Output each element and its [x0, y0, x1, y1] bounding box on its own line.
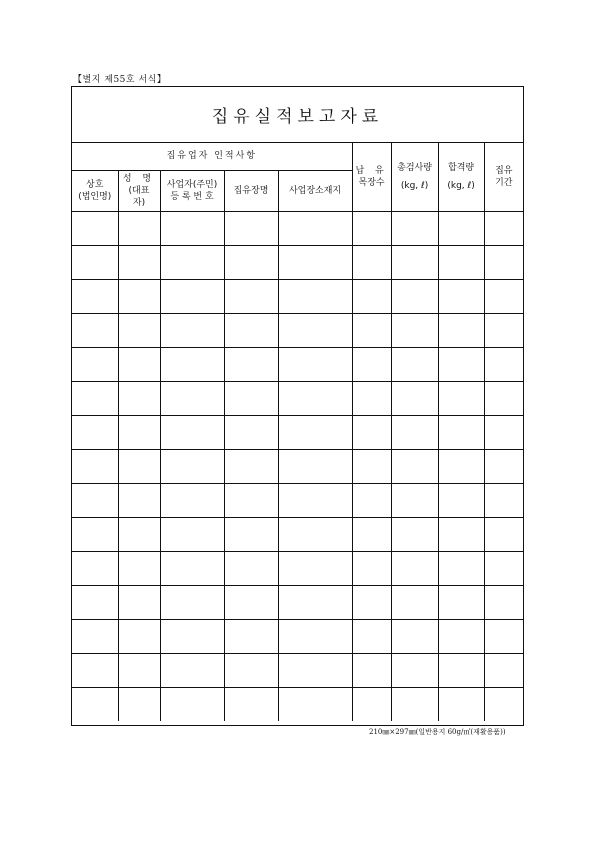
header-passed-volume: [438, 142, 484, 212]
entry-cell[interactable]: [484, 586, 523, 620]
entry-cell[interactable]: [438, 654, 484, 688]
entry-cell[interactable]: [484, 688, 523, 722]
entry-cell[interactable]: [278, 620, 352, 654]
entry-cell[interactable]: [118, 280, 160, 314]
entry-cell[interactable]: [160, 654, 224, 688]
table-row: [72, 348, 523, 382]
entry-cell[interactable]: [278, 450, 352, 484]
entry-cell[interactable]: [391, 348, 438, 382]
entry-cell[interactable]: [484, 212, 523, 246]
entry-cell[interactable]: [224, 654, 278, 688]
entry-cell[interactable]: [72, 382, 118, 416]
entry-cell[interactable]: [438, 212, 484, 246]
entry-cell[interactable]: [118, 654, 160, 688]
entry-cell[interactable]: [160, 620, 224, 654]
header-period-line2: 기간: [495, 177, 513, 188]
entry-cell[interactable]: [352, 382, 391, 416]
entry-cell[interactable]: [484, 552, 523, 586]
header-passed-volume-line1: 합격량: [448, 162, 475, 173]
header-gross-volume-unit: (kg, ℓ): [400, 180, 429, 191]
header-period: [484, 142, 523, 212]
entry-cell[interactable]: [278, 484, 352, 518]
entry-cell[interactable]: [72, 348, 118, 382]
entry-cell[interactable]: [72, 552, 118, 586]
form-title: 집유실적보고자료: [72, 87, 523, 143]
entry-cell[interactable]: [278, 654, 352, 688]
entry-cell[interactable]: [160, 450, 224, 484]
entry-cell[interactable]: [224, 280, 278, 314]
entry-cell[interactable]: [352, 450, 391, 484]
entry-cell[interactable]: [72, 280, 118, 314]
entry-cell[interactable]: [352, 416, 391, 450]
entry-cell[interactable]: [484, 620, 523, 654]
header-rep-name: [118, 171, 160, 212]
entry-cell[interactable]: [160, 382, 224, 416]
entry-cell[interactable]: [484, 654, 523, 688]
header-trade-name-line2: (법인명): [78, 192, 112, 202]
entry-cell[interactable]: [391, 688, 438, 722]
entry-cell[interactable]: [484, 314, 523, 348]
entry-cell[interactable]: [160, 416, 224, 450]
entry-cell[interactable]: [391, 654, 438, 688]
entry-cell[interactable]: [438, 314, 484, 348]
entry-cell[interactable]: [224, 586, 278, 620]
entry-cell[interactable]: [391, 552, 438, 586]
table-row: [72, 586, 523, 620]
entry-cell[interactable]: [391, 246, 438, 280]
entry-cell[interactable]: [224, 212, 278, 246]
table-row: [72, 450, 523, 484]
entry-cell[interactable]: [438, 518, 484, 552]
table-row: [72, 552, 523, 586]
entry-cell[interactable]: [118, 484, 160, 518]
entry-cell[interactable]: [72, 688, 118, 722]
header-gross-volume-line1: 총검사량: [397, 162, 432, 173]
header-biz-reg: [160, 171, 224, 212]
entry-cell[interactable]: [352, 212, 391, 246]
entry-cell[interactable]: [72, 586, 118, 620]
entry-cell[interactable]: [72, 518, 118, 552]
entry-cell[interactable]: [160, 348, 224, 382]
entry-cell[interactable]: [118, 246, 160, 280]
entry-cell[interactable]: [224, 314, 278, 348]
entry-cell[interactable]: [118, 212, 160, 246]
header-trade-name: [72, 171, 118, 212]
entry-cell[interactable]: [118, 314, 160, 348]
paper-size-note: 210㎜×297㎜(일반용지 60g/㎡(재활용품)): [369, 728, 506, 736]
entry-cell[interactable]: [160, 484, 224, 518]
entry-cell[interactable]: [352, 348, 391, 382]
entry-cell[interactable]: [484, 280, 523, 314]
entry-cell[interactable]: [352, 552, 391, 586]
header-dairy-count: [352, 142, 391, 212]
entry-cell[interactable]: [391, 280, 438, 314]
table-row: [72, 382, 523, 416]
header-period-line1: 집유: [495, 165, 513, 176]
entry-cell[interactable]: [160, 246, 224, 280]
table-row: [72, 484, 523, 518]
entry-cell[interactable]: [352, 484, 391, 518]
entry-cell[interactable]: [118, 450, 160, 484]
entry-cell[interactable]: [118, 688, 160, 722]
entry-cell[interactable]: [160, 212, 224, 246]
entry-cell[interactable]: [438, 246, 484, 280]
entry-cell[interactable]: [278, 212, 352, 246]
entry-cell[interactable]: [160, 688, 224, 722]
table-row: [72, 620, 523, 654]
entry-cell[interactable]: [224, 348, 278, 382]
header-rep-name-line2: (대표: [128, 186, 150, 196]
entry-cell[interactable]: [484, 518, 523, 552]
header-biz-addr: 사업장소재지: [278, 171, 352, 212]
header-row-1: [72, 142, 523, 171]
entry-cell[interactable]: [438, 552, 484, 586]
entry-cell[interactable]: [278, 382, 352, 416]
entry-cell[interactable]: [278, 586, 352, 620]
form-number-label: 【별지 제55호 서식】: [73, 75, 167, 85]
entry-cell[interactable]: [224, 246, 278, 280]
entry-cell[interactable]: [391, 382, 438, 416]
entry-cell[interactable]: [278, 416, 352, 450]
entry-cell[interactable]: [484, 450, 523, 484]
entry-cell[interactable]: [438, 280, 484, 314]
entry-cell[interactable]: [438, 348, 484, 382]
entry-cell[interactable]: [118, 586, 160, 620]
entry-cell[interactable]: [118, 348, 160, 382]
entry-cell[interactable]: [278, 246, 352, 280]
entry-cell[interactable]: [438, 484, 484, 518]
entry-cell[interactable]: [438, 416, 484, 450]
table-row: [72, 654, 523, 688]
entry-cell[interactable]: [438, 620, 484, 654]
entry-cell[interactable]: [118, 552, 160, 586]
entry-cell[interactable]: [278, 688, 352, 722]
entry-cell[interactable]: [160, 552, 224, 586]
entry-cell[interactable]: [438, 450, 484, 484]
header-rep-name-line1: 성 명: [122, 174, 156, 184]
entry-cell[interactable]: [118, 620, 160, 654]
entry-cell[interactable]: [224, 552, 278, 586]
entry-cell[interactable]: [391, 450, 438, 484]
entry-cell[interactable]: [160, 314, 224, 348]
entry-cell[interactable]: [278, 314, 352, 348]
entry-cell[interactable]: [278, 552, 352, 586]
entry-cell[interactable]: [391, 212, 438, 246]
report-form: [71, 86, 524, 726]
entry-cell[interactable]: [72, 212, 118, 246]
entry-cell[interactable]: [224, 484, 278, 518]
entry-cell[interactable]: [352, 314, 391, 348]
entry-cell[interactable]: [484, 246, 523, 280]
entry-cell[interactable]: [278, 348, 352, 382]
entry-cell[interactable]: [278, 280, 352, 314]
entry-cell[interactable]: [484, 484, 523, 518]
entry-cell[interactable]: [352, 246, 391, 280]
table-row: [72, 212, 523, 246]
entry-cell[interactable]: [224, 450, 278, 484]
entry-cell[interactable]: [72, 484, 118, 518]
entry-cell[interactable]: [160, 280, 224, 314]
header-trade-name-line1: 상호: [86, 180, 104, 190]
entry-cell[interactable]: [352, 518, 391, 552]
header-owner-info: 집유업자 인적사항: [72, 142, 352, 171]
entry-cell[interactable]: [391, 586, 438, 620]
entry-cell[interactable]: [352, 620, 391, 654]
entry-cell[interactable]: [160, 518, 224, 552]
header-biz-reg-line1: 사업자(주민): [166, 180, 218, 190]
table-row: [72, 416, 523, 450]
entry-cell[interactable]: [72, 416, 118, 450]
table-row: [72, 280, 523, 314]
header-gross-volume: [391, 142, 438, 212]
entry-cell[interactable]: [391, 620, 438, 654]
entry-cell[interactable]: [72, 620, 118, 654]
entry-cell[interactable]: [438, 688, 484, 722]
entry-cell[interactable]: [72, 654, 118, 688]
entry-cell[interactable]: [391, 416, 438, 450]
entry-cell[interactable]: [352, 280, 391, 314]
table-row: [72, 246, 523, 280]
entry-cell[interactable]: [438, 586, 484, 620]
entry-cell[interactable]: [118, 518, 160, 552]
entry-cell[interactable]: [72, 314, 118, 348]
table-row: [72, 314, 523, 348]
table-row: [72, 688, 523, 722]
entry-cell[interactable]: [484, 416, 523, 450]
header-dairy-count-line2: 목장수: [358, 177, 385, 188]
entry-cell[interactable]: [391, 314, 438, 348]
entry-cell[interactable]: [118, 382, 160, 416]
entry-cell[interactable]: [72, 450, 118, 484]
entry-cell[interactable]: [224, 416, 278, 450]
header-rep-name-line3: 자): [132, 198, 146, 208]
header-collect-site: 집유장명: [224, 171, 278, 212]
entry-cell[interactable]: [438, 382, 484, 416]
header-passed-volume-unit: (kg, ℓ): [447, 180, 475, 191]
entry-cell[interactable]: [484, 382, 523, 416]
entry-cell[interactable]: [278, 518, 352, 552]
entry-cell[interactable]: [352, 688, 391, 722]
entry-cell[interactable]: [224, 620, 278, 654]
entry-cell[interactable]: [352, 654, 391, 688]
entry-cell[interactable]: [118, 416, 160, 450]
entry-cell[interactable]: [352, 586, 391, 620]
entry-cell[interactable]: [224, 382, 278, 416]
header-biz-reg-line2: 등 록 번 호: [170, 192, 214, 202]
entry-cell[interactable]: [391, 484, 438, 518]
entry-cell[interactable]: [72, 246, 118, 280]
report-table: [72, 142, 523, 721]
entry-cell[interactable]: [391, 518, 438, 552]
entry-cell[interactable]: [224, 688, 278, 722]
entry-cell[interactable]: [484, 348, 523, 382]
table-row: [72, 518, 523, 552]
entry-cell[interactable]: [160, 586, 224, 620]
header-dairy-count-line1: 납 유: [355, 165, 388, 176]
entry-cell[interactable]: [224, 518, 278, 552]
